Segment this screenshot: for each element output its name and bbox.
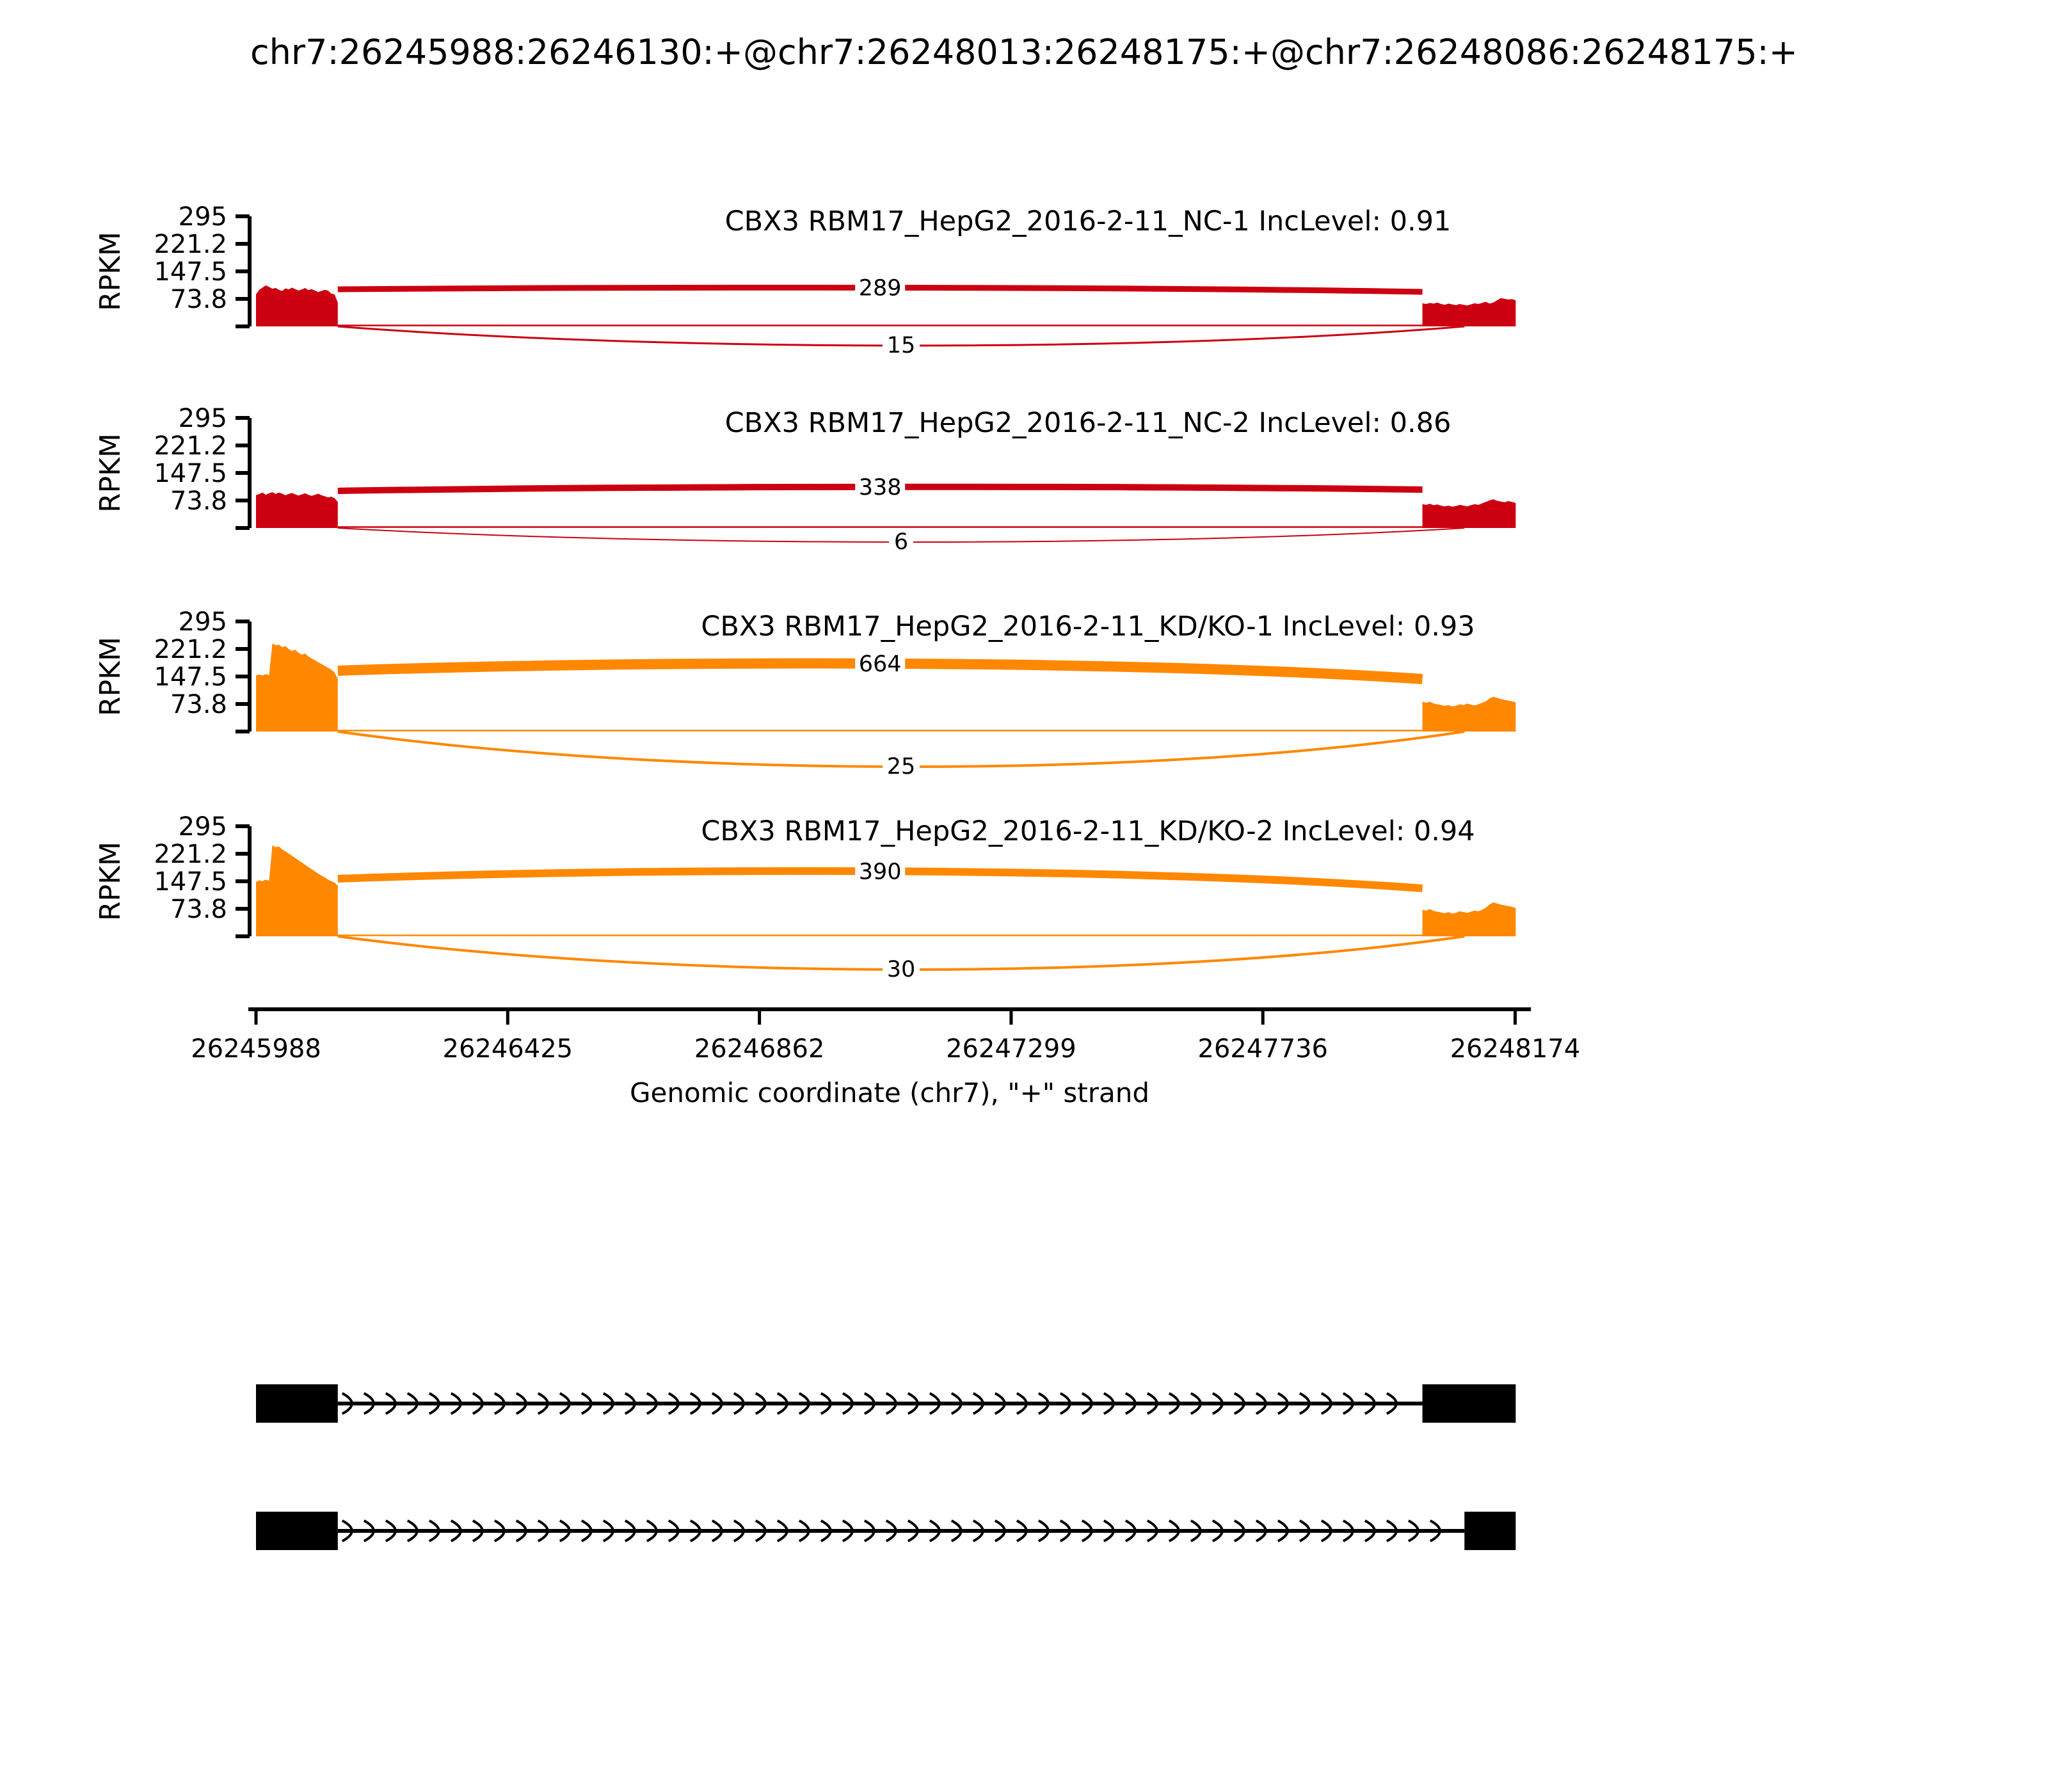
y-tick-label: 221.2 [154,431,227,461]
x-tick-label: 26248174 [1450,1034,1581,1064]
inclusion-count-label: 289 [858,275,902,301]
skipping-count-label: 15 [886,333,916,358]
y-tick-label: 147.5 [154,459,227,488]
x-tick-label: 26247299 [946,1034,1076,1064]
plot-title: chr7:26245988:26246130:+@chr7:26248013:26248175:+@chr7:26248086:26248175:+ [250,32,1798,72]
coverage-upstream-exon [256,492,338,528]
y-axis-label: RPKM [94,842,127,921]
y-tick-label: 295 [178,202,227,232]
y-axis-label: RPKM [94,433,127,513]
inclusion-count-label: 664 [858,651,902,677]
track-label: CBX3 RBM17_HepG2_2016-2-11_NC-2 IncLevel: 0.86 [724,407,1452,439]
y-tick-label: 147.5 [154,257,227,287]
inclusion-count-label: 390 [858,859,902,885]
exon-box [1464,1512,1516,1550]
y-axis-label: RPKM [94,232,127,311]
track-label: CBX3 RBM17_HepG2_2016-2-11_KD/KO-1 IncLevel: 0.93 [701,611,1475,643]
y-tick-label: 73.8 [170,895,227,924]
exon-box [256,1384,338,1423]
y-tick-label: 221.2 [154,635,227,664]
y-axis-label: RPKM [94,637,127,716]
coverage-upstream-exon [256,285,338,326]
y-tick-label: 73.8 [170,285,227,314]
skipping-count-label: 30 [886,957,916,982]
y-tick-label: 295 [178,404,227,433]
track-label: CBX3 RBM17_HepG2_2016-2-11_NC-1 IncLevel: 0.91 [724,205,1452,237]
x-tick-label: 26246425 [442,1034,573,1064]
y-tick-label: 221.2 [154,230,227,259]
y-tick-label: 221.2 [154,840,227,869]
exon-box [1423,1384,1516,1423]
skipping-count-label: 6 [893,529,909,555]
exon-box [256,1512,338,1550]
track-label: CBX3 RBM17_HepG2_2016-2-11_KD/KO-2 IncLevel: 0.94 [701,815,1475,847]
x-tick-label: 26245988 [191,1034,321,1064]
y-tick-label: 295 [178,607,227,637]
inclusion-count-label: 338 [858,474,902,500]
y-tick-label: 147.5 [154,662,227,692]
x-tick-label: 26246862 [694,1034,825,1064]
y-tick-label: 295 [178,812,227,842]
x-tick-label: 26247736 [1197,1034,1328,1064]
skipping-count-label: 25 [886,754,916,780]
x-axis-title: Genomic coordinate (chr7), "+" strand [629,1077,1150,1108]
y-tick-label: 73.8 [170,690,227,719]
y-tick-label: 73.8 [170,486,227,516]
y-tick-label: 147.5 [154,867,227,897]
